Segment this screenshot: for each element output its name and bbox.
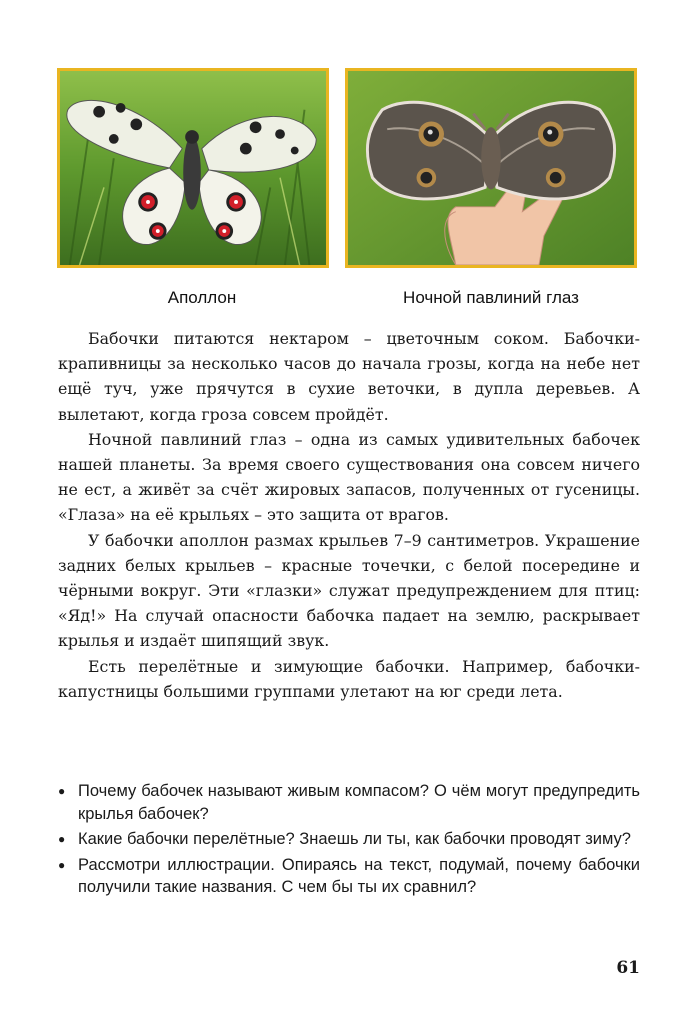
page-number: 61	[616, 958, 640, 978]
question-item: ● Какие бабочки перелётные? Знаешь ли ты, как бабочки проводят зиму?	[58, 828, 640, 851]
article-text	[58, 326, 640, 704]
apollo-caption: Аполлон	[167, 288, 237, 307]
questions-list	[58, 780, 640, 902]
apollo-photo	[57, 68, 329, 268]
moth-caption: Ночной павлиний глаз	[403, 288, 579, 307]
paragraph: Бабочки питаются нектаром – цветочным соком. Бабочки-крапивницы за несколько часов до начала грозы, когда на небе нет ещё туч, уже прячутся в сухие веточки, в дупла деревьев. А вылетают, когда гроза совсем пройдёт.	[58, 329, 640, 424]
question-item: ● Почему бабочек называют живым компасом? О чём могут предупредить крылья бабочек?	[58, 780, 640, 825]
question-item: ● Рассмотри иллюстрации. Опираясь на текст, подумай, почему бабочки получили такие названия. С чем бы ты их сравнил?	[58, 854, 640, 899]
paragraph: У бабочки аполлон размах крыльев 7–9 сантиметров. Украшение задних белых крыльев – красные точечки, с белой посередине и чёрными вокруг. Эти «глазки» служат предупреждением для птиц: «Яд!» На случай опасности бабочка падает на землю, раскрывает крылья и издаёт шипящий звук.	[58, 530, 640, 651]
moth-photo	[345, 68, 637, 268]
paragraph: Ночной павлиний глаз – одна из самых удивительных бабочек нашей планеты. За время своего существования она совсем ничего не ест, а живёт за счёт жировых запасов, полученных от гусеницы. «Глаза» на её крыльях – это защита от врагов.	[58, 429, 640, 525]
apollo-butterfly-illustration	[60, 71, 326, 265]
paragraph: Есть перелётные и зимующие бабочки. Например, бабочки-капустницы большими группами улетают на юг среди лета.	[58, 656, 640, 701]
peacock-moth-illustration	[348, 71, 634, 265]
